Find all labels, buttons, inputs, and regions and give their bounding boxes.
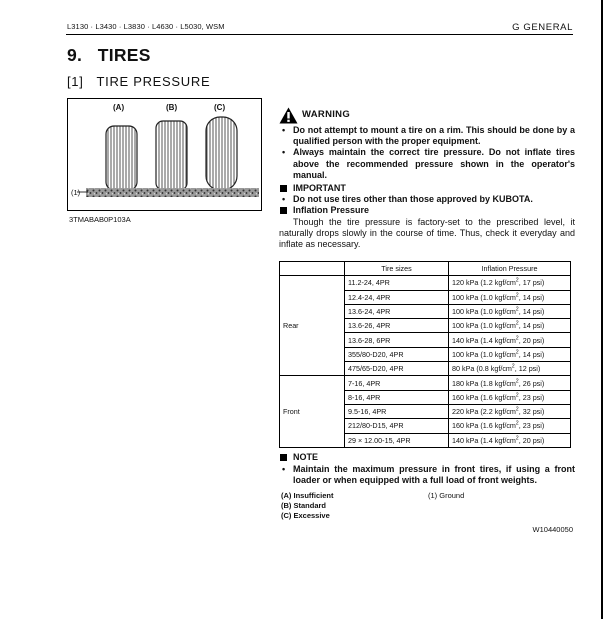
pressure-psi: , 32 psi) xyxy=(518,407,545,417)
pressure-kpa: 180 kPa (1.8 kgf/cm xyxy=(452,378,516,388)
pressure-psi: , 14 psi) xyxy=(518,321,545,331)
tire-size-cell: 13.6-28, 6PR xyxy=(345,333,449,347)
tire-size-cell: 11.2-24, 4PR xyxy=(345,276,449,290)
note-item: • Maintain the maximum pressure in front tires, if using a front loader or when equipped with a full load of front weights. xyxy=(279,464,575,487)
pressure-superscript: 2 xyxy=(515,292,519,299)
table-header-row xyxy=(280,262,571,276)
section-number: 9. xyxy=(67,45,83,65)
document-code: W10440050 xyxy=(532,525,573,534)
table-header-group xyxy=(280,262,345,276)
inflation-text: Though the tire pressure is factory-set to the prescribed level, it naturally drops slowly in the course of time. Thus, check it everyday and inflate as necessary. xyxy=(279,216,575,250)
inflation-heading: Inflation Pressure xyxy=(279,205,575,216)
inflation-pressure-cell xyxy=(449,276,571,290)
pressure-superscript: 2 xyxy=(515,306,519,313)
warning-label: WARNING xyxy=(302,109,351,121)
pressure-superscript: 2 xyxy=(511,363,515,370)
pressure-kpa: 80 kPa (0.8 kgf/cm xyxy=(452,364,512,374)
warning-item: • Always maintain the correct tire pressure. Do not inflate tires above the recommended pressure shown in the operator's manual. xyxy=(279,147,575,181)
pressure-kpa: 160 kPa (1.6 kgf/cm xyxy=(452,392,516,402)
warning-heading xyxy=(279,105,575,125)
inflation-pressure-cell xyxy=(449,376,571,390)
pressure-kpa: 220 kPa (2.2 kgf/cm xyxy=(452,407,516,417)
pressure-superscript: 2 xyxy=(515,320,519,327)
pressure-superscript: 2 xyxy=(515,406,519,413)
subsection-title xyxy=(67,74,210,89)
pressure-kpa: 100 kPa (1.0 kgf/cm xyxy=(452,292,516,302)
pressure-superscript: 2 xyxy=(515,349,519,356)
pressure-kpa: 100 kPa (1.0 kgf/cm xyxy=(452,321,516,331)
inflation-pressure-cell xyxy=(449,333,571,347)
important-item: • Do not use tires other than those approved by KUBOTA. xyxy=(279,194,575,205)
pressure-superscript: 2 xyxy=(515,335,519,342)
pressure-kpa: 140 kPa (1.4 kgf/cm xyxy=(452,335,516,345)
tire-size-cell: 29 × 12.00-15, 4PR xyxy=(345,433,449,447)
pressure-psi: , 20 psi) xyxy=(518,335,545,345)
pressure-kpa: 140 kPa (1.4 kgf/cm xyxy=(452,435,516,445)
table-header-size: Tire sizes xyxy=(345,262,449,276)
table-row xyxy=(280,276,571,290)
figure-label-a: (A) xyxy=(113,103,125,112)
tire-size-cell: 13.6-24, 4PR xyxy=(345,304,449,318)
pressure-psi: , 14 psi) xyxy=(518,292,545,302)
inflation-pressure-cell xyxy=(449,390,571,404)
tire-size-cell: 9.5-16, 4PR xyxy=(345,404,449,418)
pressure-psi: , 14 psi) xyxy=(518,349,545,359)
pressure-kpa: 100 kPa (1.0 kgf/cm xyxy=(452,307,516,317)
subsection-number: [1] xyxy=(67,74,84,89)
figure-ground-label: (1) xyxy=(71,188,81,197)
note-section xyxy=(279,452,575,487)
pressure-psi: , 12 psi) xyxy=(514,364,541,374)
subsection-name: TIRE PRESSURE xyxy=(96,74,211,89)
legend-item: (C) Excessive xyxy=(281,511,330,520)
figure-label-c: (C) xyxy=(214,103,226,112)
inflation-pressure-cell xyxy=(449,319,571,333)
inflation-pressure-cell xyxy=(449,419,571,433)
pressure-psi: , 20 psi) xyxy=(518,435,545,445)
tire-size-cell: 7-16, 4PR xyxy=(345,376,449,390)
pressure-superscript: 2 xyxy=(515,421,519,428)
tire-size-cell: 212/80-D15, 4PR xyxy=(345,419,449,433)
legend-ground: (1) Ground xyxy=(428,491,465,500)
figure-legend xyxy=(281,491,334,521)
table-group-label: Rear xyxy=(280,276,345,376)
inflation-pressure-cell xyxy=(449,304,571,318)
header-rule xyxy=(66,34,573,35)
note-heading: NOTE xyxy=(279,452,575,464)
tire-size-cell: 355/80-D20, 4PR xyxy=(345,347,449,361)
pressure-psi: , 26 psi) xyxy=(518,378,545,388)
tire-figure xyxy=(67,98,262,211)
header-models: L3130 · L3430 · L3830 · L4630 · L5030, WSM xyxy=(67,22,225,31)
tire-illustration xyxy=(68,99,261,210)
inflation-pressure-cell xyxy=(449,362,571,376)
tire-size-cell: 8-16, 4PR xyxy=(345,390,449,404)
important-heading: IMPORTANT xyxy=(279,183,575,194)
pressure-psi: , 23 psi) xyxy=(518,421,545,431)
table-group-label: Front xyxy=(280,376,345,447)
table-header-pressure: Inflation Pressure xyxy=(449,262,571,276)
inflation-pressure-cell xyxy=(449,404,571,418)
pressure-kpa: 120 kPa (1.2 kgf/cm xyxy=(452,278,516,288)
table-row xyxy=(280,376,571,390)
pressure-kpa: 160 kPa (1.6 kgf/cm xyxy=(452,421,516,431)
legend-item: (A) Insufficient xyxy=(281,491,334,500)
pressure-psi: , 17 psi) xyxy=(518,278,545,288)
section-title xyxy=(67,45,151,66)
figure-code: 3TMABAB0P103A xyxy=(69,215,131,224)
pressure-kpa: 100 kPa (1.0 kgf/cm xyxy=(452,349,516,359)
tire-size-cell: 475/65-D20, 4PR xyxy=(345,362,449,376)
pressure-psi: , 14 psi) xyxy=(518,307,545,317)
section-name: TIRES xyxy=(97,45,151,65)
header-section: G GENERAL xyxy=(512,22,573,33)
legend-item: (B) Standard xyxy=(281,501,326,510)
warning-item: • Do not attempt to mount a tire on a rim. This should be done by a qualified person with the proper equipment. xyxy=(279,125,575,147)
pressure-psi: , 23 psi) xyxy=(518,392,545,402)
instructions-column xyxy=(279,105,575,250)
pressure-superscript: 2 xyxy=(515,392,519,399)
tire-size-cell: 13.6-26, 4PR xyxy=(345,319,449,333)
tire-pressure-table xyxy=(279,261,571,448)
pressure-superscript: 2 xyxy=(515,435,519,442)
inflation-pressure-cell xyxy=(449,433,571,447)
pressure-superscript: 2 xyxy=(515,378,519,385)
figure-label-b: (B) xyxy=(166,103,178,112)
tire-size-cell: 12.4-24, 4PR xyxy=(345,290,449,304)
inflation-pressure-cell xyxy=(449,347,571,361)
pressure-superscript: 2 xyxy=(515,278,519,285)
warning-triangle-icon xyxy=(279,107,298,124)
inflation-pressure-cell xyxy=(449,290,571,304)
